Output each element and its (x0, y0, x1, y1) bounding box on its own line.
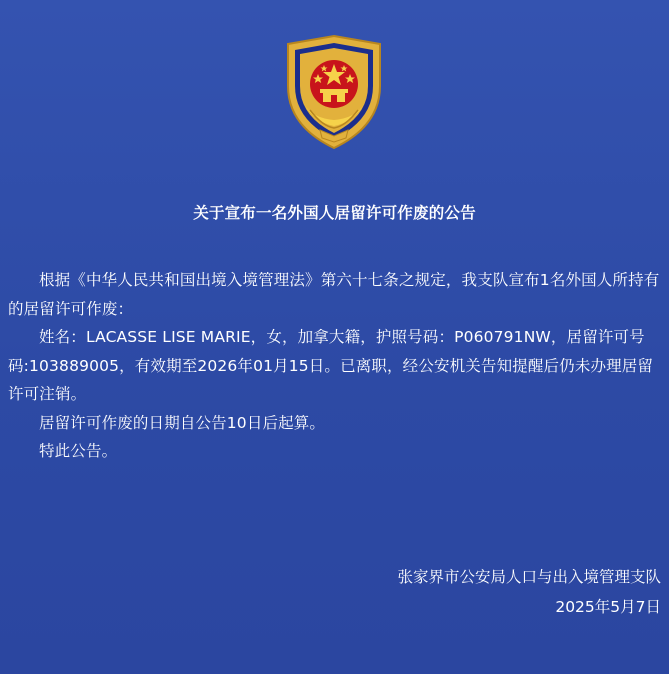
paragraph-effective-date: 居留许可作废的日期自公告10日后起算。 (39, 413, 326, 432)
signature-block (397, 562, 661, 622)
paragraph-legal-basis: 根据《中华人民共和国出境入境管理法》第六十七条之规定，我支队宣布1名外国人所持有的居留许可作废： (8, 271, 660, 318)
notice-title: 关于宣布一名外国人居留许可作废的公告 (193, 204, 476, 222)
issue-date: 2025年5月7日 (555, 598, 661, 616)
paragraph-closing: 特此公告。 (39, 442, 118, 460)
police-emblem-icon (280, 34, 388, 152)
issuer-name: 张家界市公安局人口与出入境管理支队 (397, 568, 661, 586)
paragraph-person-details: 姓名：LACASSE LISE MARIE，女，加拿大籍，护照号码：P060791NW，居留许可号码:103889005，有效期至2026年01月15日。已离职，经公安机关告知提醒后仍未办理居留许可注销。 (8, 328, 654, 403)
notice-body (8, 266, 666, 466)
